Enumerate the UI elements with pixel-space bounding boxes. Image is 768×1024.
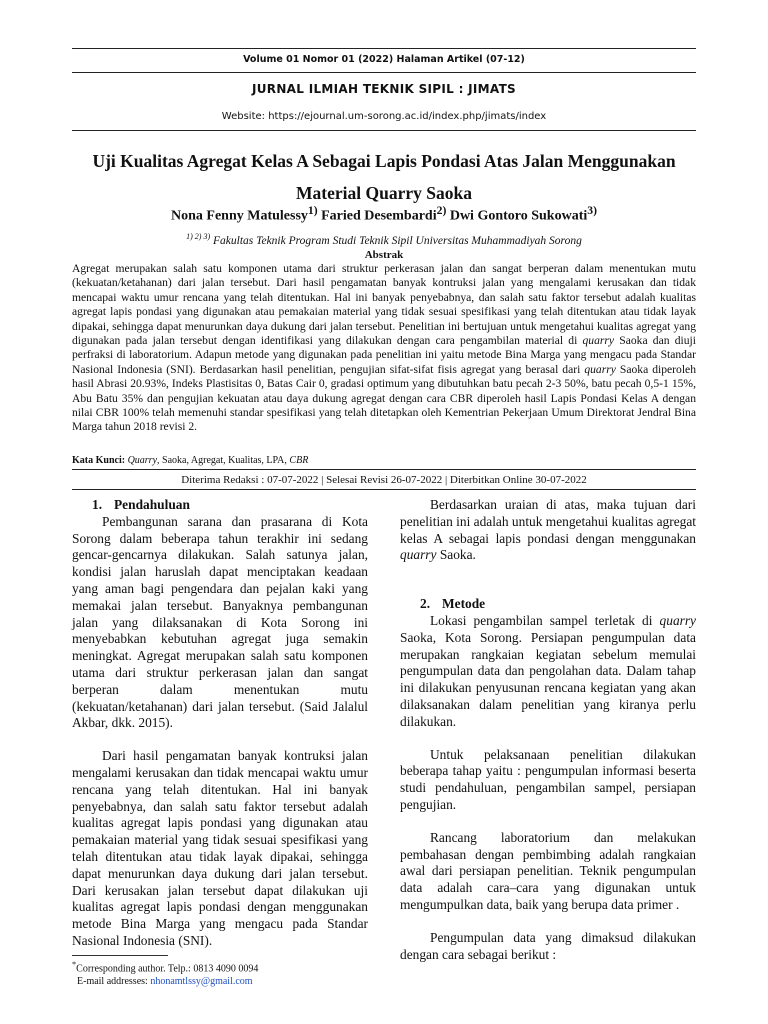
article-dates: Diterima Redaksi : 07-07-2022 | Selesai Revisi 26-07-2022 | Diterbitkan Online 30-07-2022 xyxy=(181,474,587,486)
abstract-heading: Abstrak xyxy=(364,249,404,261)
author-name: Nona Fenny Matulessy xyxy=(171,208,308,224)
journal-name: JURNAL ILMIAH TEKNIK SIPIL : JIMATS xyxy=(251,82,517,96)
footnote-star: * xyxy=(72,960,77,969)
section-number: 1. xyxy=(92,497,103,512)
dates-rule-top xyxy=(72,469,696,470)
left-column xyxy=(72,497,368,966)
abstract-part: Agregat merupakan salah satu komponen utama dari struktur perkerasan jalan dan sangat berperan dalam menentukan mutu (kekuatan/ketahanan) dari jalan tersebut. Dari hasil pengamatan banyak kontruksi jalan yang mengalami kerusakan dan tidak mencapai waktu umur rencana yang telah ditentukan. Hal ini banyak penyebabnya, dan salah satu faktor tersebut adalah kualitas agregat lapis pondasi yang digunakan atau pemakaian material yang tidak sesuai spesifikasi yang telah ditentukan atau tidak layak dipakai, sehingga dapat menurunkan daya dukung dari jalan tersebut. Penelitian ini bertujuan untuk mengetahui kualitas agregat yang digunakan pada jalan tersebut dengan identifikasi yang dilakukan dengan cara pengambilan material di xyxy=(72,262,696,348)
abstract-text xyxy=(72,262,696,435)
paragraph xyxy=(400,497,696,564)
email-label: E-mail addresses: xyxy=(77,976,148,988)
right-column xyxy=(400,497,696,979)
abstract-part: Saoka diperoleh hasil Abrasi 20.93%, Indeks Plastisitas 0, Batas Cair 0, gradasi optimum yang dibutuhkan batu pecah 2-3 50%, batu pecah 0,5-1 15%, Abu Batu 35% dan pengujian kekuatan atau daya dukung agregat dengan cara CBR diperoleh hasil Lapis Pondasi Kelas A dengan nilai CBR 100% telah memenuhi standar spesifikasi yang telah ditetapkan oleh Kementrian Pekerjaan Umum Direktorat Jendral Bina Marga tahun 2018 revisi 2. xyxy=(72,362,696,434)
section-number: 2. xyxy=(420,596,431,612)
author-sup: 3) xyxy=(587,204,597,217)
website-label: Website: xyxy=(221,111,266,122)
website-url[interactable]: https://ejournal.um-sorong.ac.id/index.php/jimats/index xyxy=(268,111,547,122)
text-part: Saoka. xyxy=(439,547,476,563)
text-quarry: quarry xyxy=(659,612,696,628)
paragraph: Rancang laboratorium dan melakukan pembahasan dengan pembimbing adalah rangkaian awal dari persiapan penelitian. Teknik pengumpulan data adalah cara–cara yang digunakan untuk mengumpulkan data, baik yang berupa data primer . xyxy=(400,829,696,912)
website-line xyxy=(72,111,696,122)
email-link[interactable]: nhonamtlssy@gmail.com xyxy=(150,976,253,988)
section-heading-metode xyxy=(400,596,696,613)
paragraph: Pengumpulan data yang dimaksud dilakukan dengan cara sebagai berikut : xyxy=(400,929,696,962)
affiliation-text: Fakultas Teknik Program Studi Teknik Sipil Universitas Muhammadiyah Sorong xyxy=(213,234,582,247)
footnote-phone: Corresponding author. Telp.: 0813 4090 0094 xyxy=(76,963,259,975)
corresponding-author xyxy=(72,958,258,975)
section-title: Metode xyxy=(442,596,486,612)
header-rule-2 xyxy=(72,130,696,131)
author-list xyxy=(72,204,696,225)
paragraph: Dari hasil pengamatan banyak kontruksi jalan mengalami kerusakan dan tidak mencapai waktu umur rencana yang telah ditentukan. Hal ini banyak penyebabnya, dan salah satu faktor tersebut adalah kualitas agregat lapis pondasi yang digunakan atau pemakaian material yang tidak sesuai spesifikasi yang telah ditentukan atau tidak layak dipakai, sehingga dapat menurunkan daya dukung dari jalan tersebut. Dari kerusakan jalan tersebut dapat dilakukan uji kualitas agregat lapis pondasi dengan menggunakan metode Bina Marga yang mengacu pada Standar Nasional Indonesia (SNI). xyxy=(72,748,368,948)
article-title: Uji Kualitas Agregat Kelas A Sebagai Lapis Pondasi Atas Jalan Menggunakan Material Quarry Saoka xyxy=(92,151,676,203)
email-line xyxy=(72,975,258,988)
text-quarry: quarry xyxy=(400,547,437,563)
keyword-quarry: Quarry xyxy=(127,455,158,466)
paragraph: Pembangunan sarana dan prasarana di Kota Sorong dalam beberapa tahun terakhir ini sedang gencar-gencarnya dilakukan. Salah satunya jalan, kondisi jalan haruslah dapat menciptakan keadaan yang aman bagi pengendara dan pejalan kaki yang memakai jalan tersebut. Banyaknya pembangunan jalan yang dilaksanakan di Kota Sorong ini menyebabkan kebutuhan agregat juga semakin meningkat. Agregat merupakan salah satu komponen utama dari struktur perkerasan jalan dan sangat berperan dalam menentukan mutu (kekuatan/ketahanan) dari jalan tersebut. (Said Jalalul Akbar, dkk. 2015). xyxy=(72,513,368,731)
volume-info: Volume 01 Nomor 01 (2022) Halaman Artikel (07-12) xyxy=(243,54,525,65)
abstract-quarry: quarry xyxy=(582,334,615,348)
author-sup: 1) xyxy=(307,204,318,217)
paragraph xyxy=(400,613,696,731)
footnote-rule xyxy=(72,955,168,956)
abstract-quarry: quarry xyxy=(584,362,616,376)
text-part: Saoka, Kota Sorong. Persiapan pengumpulan data merupakan rangkaian kegiatan sebelum memulai pengumpulan data dan pengolahan data. Dalam tahap ini dilakukan penyusunan rencana kegiatan yang akan dilaksanakan dalam penelitian yang kiranya perlu dilakukan. xyxy=(400,629,696,729)
keywords-label: Kata Kunci: xyxy=(72,455,126,466)
section-title: Pendahuluan xyxy=(114,497,190,512)
section-heading-pendahuluan xyxy=(72,497,368,514)
text-part: Lokasi pengambilan sampel terletak di xyxy=(430,612,653,628)
author-name: Dwi Gontoro Sukowati xyxy=(449,208,588,224)
keyword-cbr: CBR xyxy=(289,455,309,466)
author-sup: 2) xyxy=(436,204,447,217)
keywords-list: , Saoka, Agregat, Kualitas, LPA, xyxy=(157,455,287,466)
paragraph: Untuk pelaksanaan penelitian dilakukan beberapa tahap yaitu : pengumpulan informasi beserta studi pendahuluan, pengambilan sampel, persiapan pengujian. xyxy=(400,746,696,812)
text-part: Berdasarkan uraian di atas, maka tujuan dari penelitian ini adalah untuk mengetahui kualitas agregat kelas A sebagai lapis pondasi dengan menggunakan xyxy=(400,497,696,546)
header-rule-1 xyxy=(72,72,696,73)
top-rule xyxy=(72,48,696,49)
footnote xyxy=(72,958,258,988)
keywords xyxy=(72,455,696,466)
dates-rule-bottom xyxy=(72,489,696,490)
abstract-part: Saoka dan diuji perfraksi di laboratorium. Adapun metode yang digunakan pada penelitian ini yaitu metode Bina Marga yang mengacu pada Standar Nasional Indonesia (SNI). Berdasarkan hasil penelitian, pengujian sifat-sifat fisis agregat yang berasal dari xyxy=(72,334,696,376)
affiliation xyxy=(72,232,696,247)
author-name: Faried Desembardi xyxy=(321,208,437,224)
affiliation-sup: 1) 2) 3) xyxy=(186,232,211,241)
